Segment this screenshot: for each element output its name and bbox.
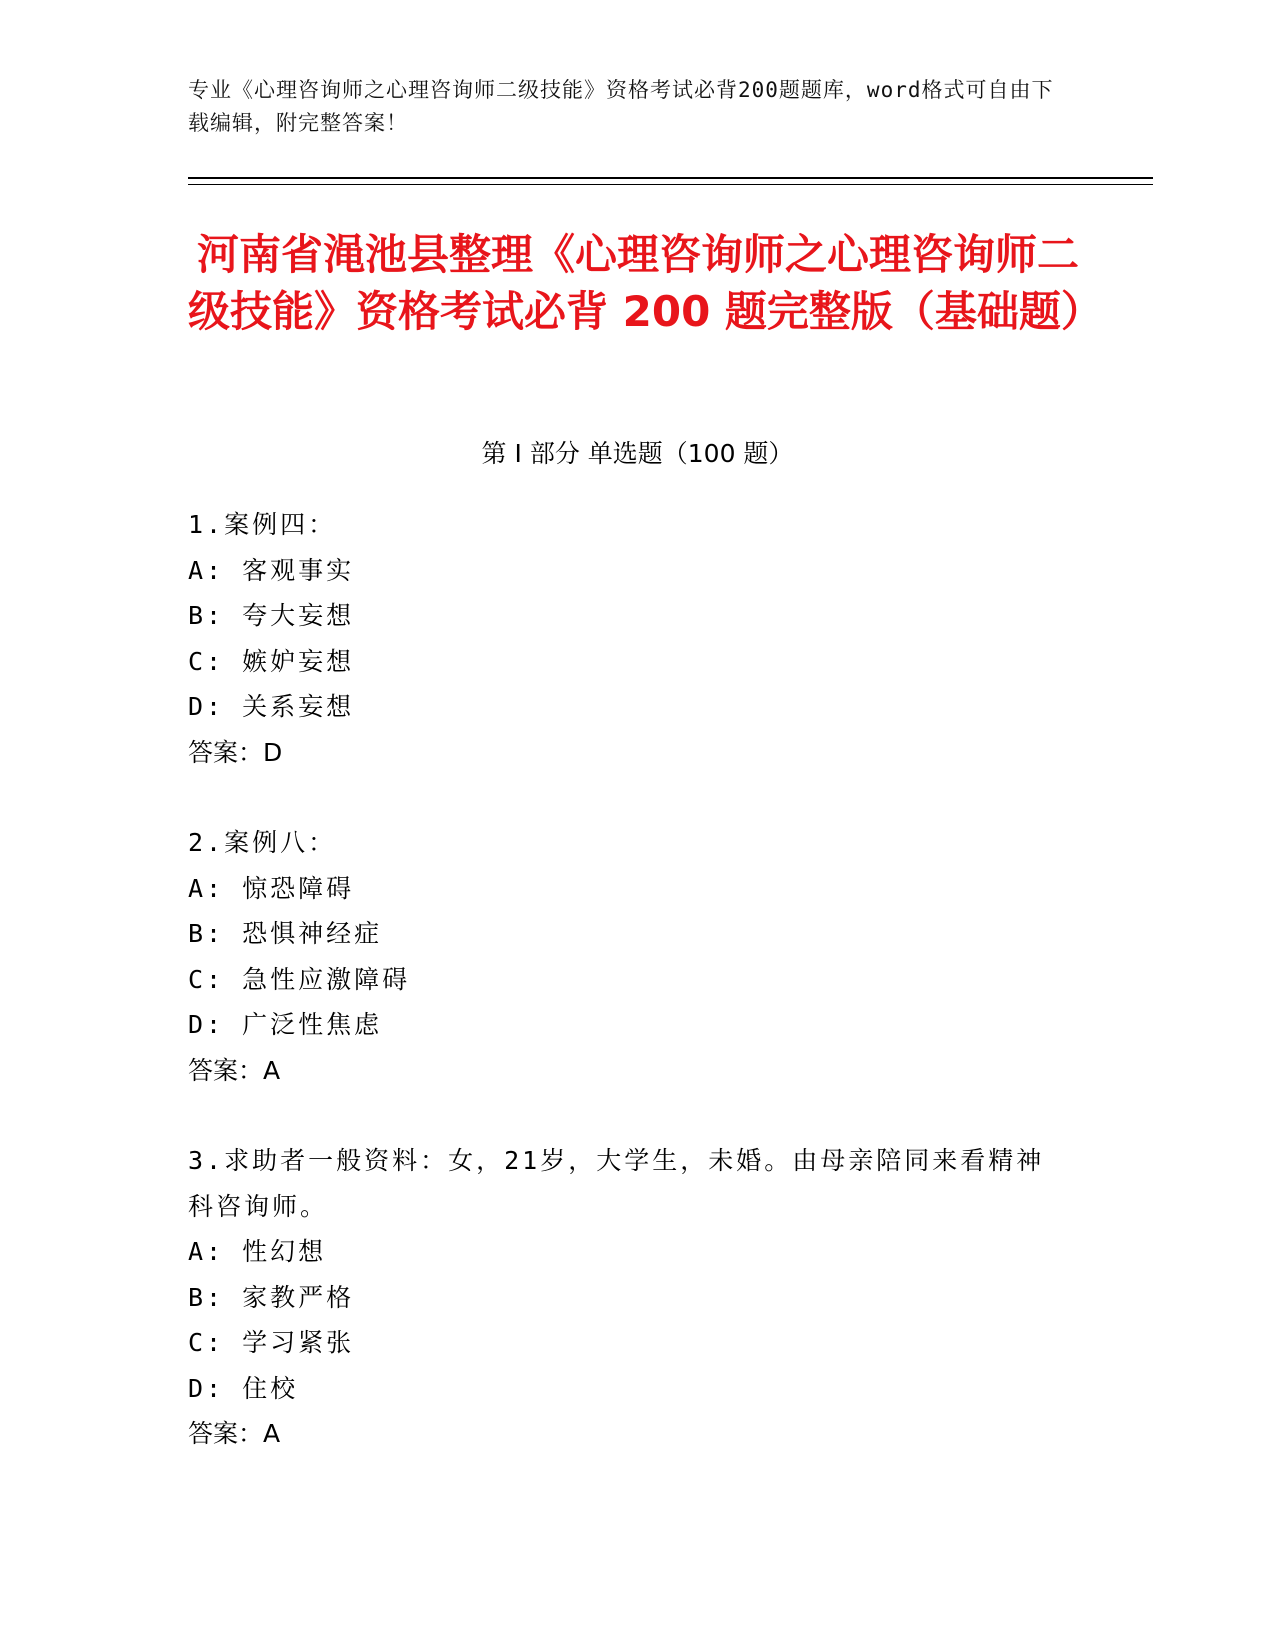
header-note: 专业《心理咨询师之心理咨询师二级技能》资格考试必背200题题库，word格式可自由下载编辑，附完整答案！ xyxy=(188,78,1054,135)
option-b: B: 家教严格 xyxy=(188,1282,355,1312)
document-title: 河南省渑池县整理《心理咨询师之心理咨询师二级技能》资格考试必背 200 题完整版（基础题） xyxy=(188,230,1103,336)
option-b: B: 恐惧神经症 xyxy=(188,919,383,948)
option-a: A: 客观事实 xyxy=(188,555,355,585)
option-d: D: 广泛性焦虑 xyxy=(188,1010,383,1039)
question-2 xyxy=(188,820,1068,1093)
section-title: 第 I 部分 单选题（100 题） xyxy=(481,439,794,468)
question-stem: 2.案例八： xyxy=(188,828,337,857)
option-a: A: 惊恐障碍 xyxy=(188,873,355,903)
option-b: B: 夸大妄想 xyxy=(188,601,355,630)
question-stem: 1.案例四： xyxy=(188,510,337,539)
option-c: C: 嫉妒妄想 xyxy=(188,646,355,676)
header-divider-thin xyxy=(188,184,1153,185)
question-1 xyxy=(188,502,1068,775)
answer-line: 答案：D xyxy=(188,737,283,767)
option-d: D: 住校 xyxy=(188,1373,299,1403)
header-divider-thick xyxy=(188,177,1153,179)
question-stem: 3.求助者一般资料：女，21岁，大学生，未婚。由母亲陪同来看精神科咨询师。 xyxy=(188,1146,1045,1221)
option-a: A: 性幻想 xyxy=(188,1237,327,1266)
answer-line: 答案：A xyxy=(188,1055,281,1085)
question-3 xyxy=(188,1138,1068,1457)
answer-line: 答案：A xyxy=(188,1419,281,1448)
option-c: C: 学习紧张 xyxy=(188,1328,355,1357)
option-c: C: 急性应激障碍 xyxy=(188,964,411,994)
option-d: D: 关系妄想 xyxy=(188,692,355,721)
